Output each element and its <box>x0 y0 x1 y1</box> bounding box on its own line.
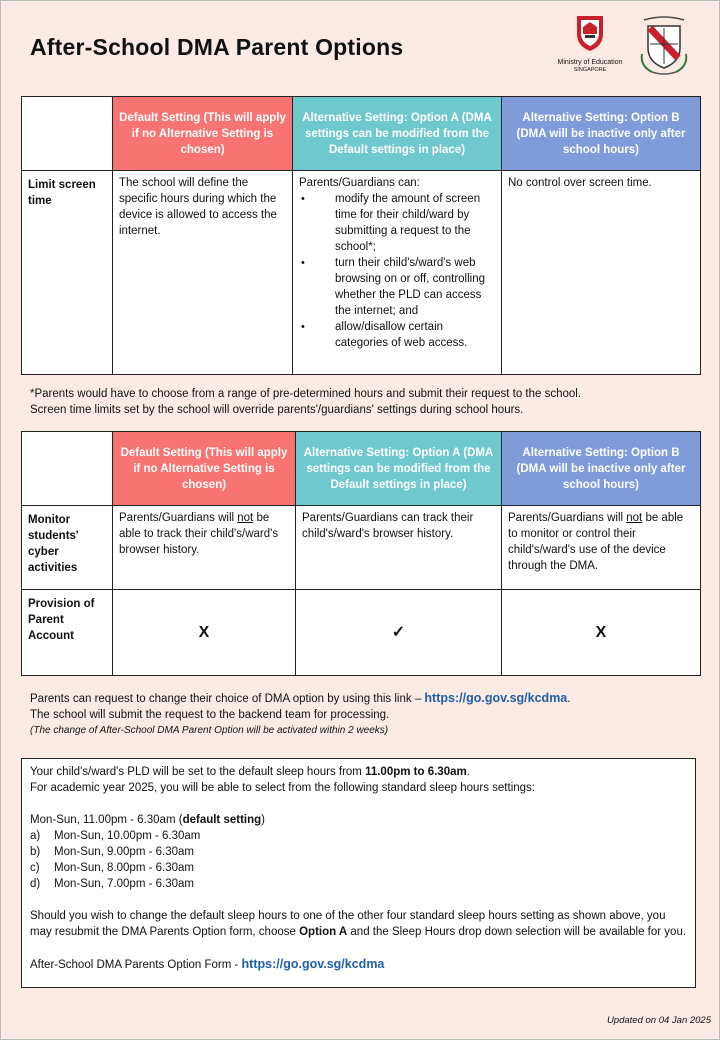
cross-icon: X <box>113 590 296 676</box>
note-line-1: *Parents would have to choose from a range of pre-determined hours and submit their request to the school. <box>30 388 582 400</box>
sleep-hours-box <box>21 758 696 988</box>
header-default: Default Setting (This will apply if no Alternative Setting is chosen) <box>113 97 293 171</box>
sleep-form-line: After-School DMA Parents Option Form - https://go.gov.sg/kcdma <box>30 957 385 971</box>
row-label-parent-account: Provision of Parent Account <box>22 590 113 676</box>
header-blank <box>22 432 113 506</box>
header-default: Default Setting (This will apply if no Alternative Setting is chosen) <box>113 432 296 506</box>
cell-default-screen-time: The school will define the specific hours during which the device is allowed to access the internet. <box>113 171 293 375</box>
moe-crest-icon <box>574 14 606 52</box>
list-item: • allow/disallow certain categories of web access. <box>299 319 495 351</box>
moe-sub: SINGAPORE <box>573 67 607 73</box>
screen-time-table <box>21 96 701 375</box>
option-a-intro: Parents/Guardians can: <box>299 177 420 189</box>
row-label-screen-time: Limit screen time <box>22 171 113 375</box>
logos <box>550 14 700 78</box>
monitoring-table <box>21 431 701 676</box>
moe-logo <box>550 14 630 73</box>
updated-date: Updated on 04 Jan 2025 <box>606 1015 711 1026</box>
school-logo <box>638 14 690 81</box>
option-a-list <box>299 191 495 351</box>
form-link[interactable]: https://go.gov.sg/kcdma <box>241 957 385 971</box>
list-item: a) Mon-Sun, 10.00pm - 6.30am <box>30 830 201 842</box>
list-item: d) Mon-Sun, 7.00pm - 6.30am <box>30 878 194 890</box>
cell-option-b-screen-time: No control over screen time. <box>502 171 701 375</box>
cell-option-b-monitor: Parents/Guardians will not be able to monitor or control their child's/ward's use of the device through the DMA. <box>502 506 701 590</box>
note-line-2: Screen time limits set by the school will override parents'/guardians' settings during school hours. <box>30 404 524 416</box>
list-item: • turn their child's/ward's web browsing on or off, controlling whether the PLD can access the internet; and <box>299 255 495 319</box>
info-line-3: (The change of After-School DMA Parent Option will be activated within 2 weeks) <box>30 725 389 736</box>
info-line-2: The school will submit the request to the backend team for processing. <box>30 709 390 721</box>
sleep-line-1: Your child's/ward's PLD will be set to the default sleep hours from 11.00pm to 6.30am. <box>30 766 470 778</box>
checkmark-icon: ✓ <box>296 590 502 676</box>
list-item: • modify the amount of screen time for their child/ward by submitting a request to the school*; <box>299 191 495 255</box>
cell-option-a-screen-time <box>293 171 502 375</box>
change-request-info <box>30 690 570 739</box>
info-line-1: Parents can request to change their choice of DMA option by using this link – https://go.gov.sg/kcdma. <box>30 691 571 705</box>
cell-default-monitor: Parents/Guardians will not be able to track their child's/ward's browser history. <box>113 506 296 590</box>
cell-option-a-monitor: Parents/Guardians can track their child's/ward's browser history. <box>296 506 502 590</box>
list-item: b) Mon-Sun, 9.00pm - 6.30am <box>30 846 194 858</box>
sleep-default-option: Mon-Sun, 11.00pm - 6.30am (default setting) <box>30 814 265 826</box>
kcdma-link[interactable]: https://go.gov.sg/kcdma <box>424 691 568 705</box>
sleep-options-list <box>30 828 687 892</box>
cross-icon: X <box>502 590 701 676</box>
header-option-a: Alternative Setting: Option A (DMA settings can be modified from the Default settings in place) <box>293 97 502 171</box>
moe-name: Ministry of Education <box>557 59 623 66</box>
page-title: After-School DMA Parent Options <box>30 34 404 60</box>
screen-time-note <box>30 386 581 418</box>
header-option-b: Alternative Setting: Option B (DMA will be inactive only after school hours) <box>502 97 701 171</box>
school-crest-icon <box>638 14 690 76</box>
header-option-a: Alternative Setting: Option A (DMA settings can be modified from the Default settings in place) <box>296 432 502 506</box>
row-label-monitor: Monitor students' cyber activities <box>22 506 113 590</box>
sleep-change-paragraph: Should you wish to change the default sleep hours to one of the other four standard sleep hours setting as shown above, you may resubmit the DMA Parents Option form, choose Option A and the Sleep Hours drop down selection will be available for you. <box>30 910 687 938</box>
sleep-line-2: For academic year 2025, you will be able to select from the following standard sleep hours settings: <box>30 782 535 794</box>
header-blank <box>22 97 113 171</box>
header-option-b: Alternative Setting: Option B (DMA will be inactive only after school hours) <box>502 432 701 506</box>
list-item: c) Mon-Sun, 8.00pm - 6.30am <box>30 862 194 874</box>
